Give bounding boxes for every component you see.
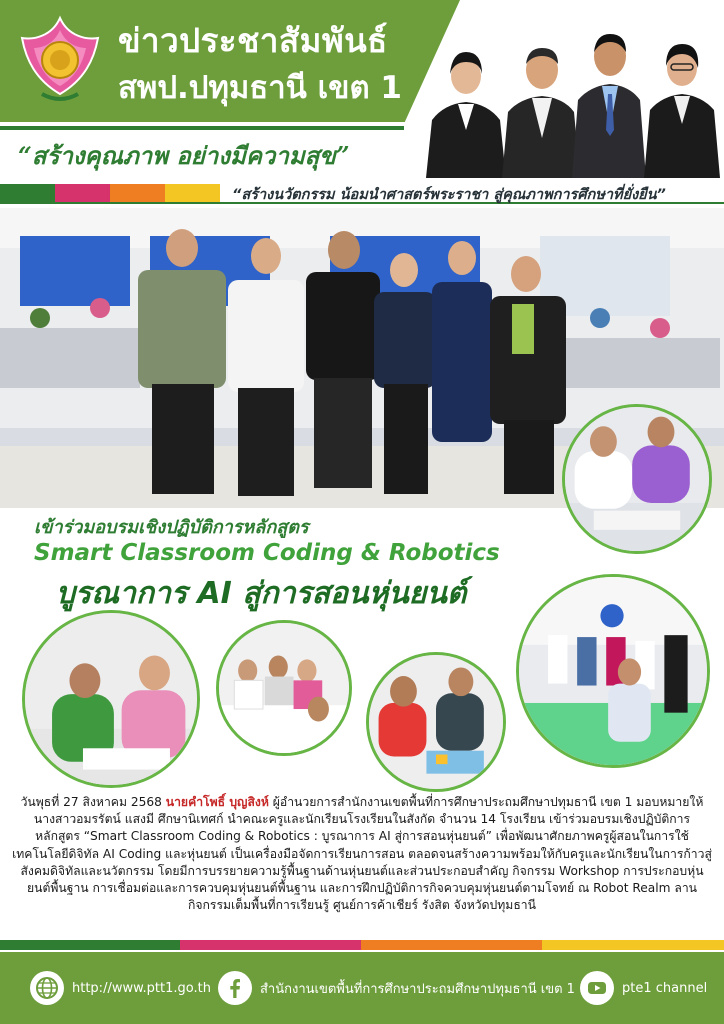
header-subtitle: สพป.ปทุมธานี เขต 1 bbox=[118, 70, 402, 106]
headline-line2: Smart Classroom Coding & Robotics bbox=[34, 540, 500, 566]
executives-photo bbox=[424, 8, 724, 178]
footer-facebook[interactable] bbox=[218, 952, 575, 1024]
header-title: ข่าวประชาสัมพันธ์ bbox=[118, 21, 388, 60]
motto: “สร้างนวัตกรรม น้อมนำศาสตร์พระราชา สู่คุณภาพการศึกษาที่ยั่งยืน” bbox=[232, 187, 666, 203]
photo-circle-group-table bbox=[216, 620, 352, 756]
article-text: ผู้อำนวยการสำนักงานเขตพื้นที่การศึกษาประถมศึกษาปทุมธานี เขต 1 มอบหมายให้ นางสาวอมรรัตน์ แสงมี ศึกษานิเทศก์ นำคณะครูและนักเรียนโรงเรียนในสังกัด จำนวน 14 โรงเรียน เข้าร่วมอบรมเชิงปฏิบัติการหลักสูตร “Smart Classroom Coding & Robotics : บูรณาการ AI สู่การสอนหุ่นยนต์” เพื่อพัฒนาศักยภาพครูผู้สอนในการใช้เทคโนโลยีดิจิทัล AI Coding และหุ่นยนต์ เป็นเครื่องมือจัดการเรียนการสอน ตลอดจนสร้างความพร้อมให้กับครูและนักเรียนในการก้าวสู่สังคมดิจิทัลและนวัตกรรม โดยมีการบรรยายความรู้พื้นฐานด้านหุ่นยนต์และส่วนประกอบสำคัญ กิจกรรม Workshop การประกอบหุ่นยนต์พื้นฐาน การเชื่อมต่อและการควบคุมหุ่นยนต์พื้นฐาน และการฝึกปฏิบัติการกิจควบคุมหุ่นยนต์ตามโจทย์ ณ Robot Realm ลานกิจกรรมเต็มพื้นที่การเรียนรู้ ศูนย์การค้าเชียร์ รังสิต จังหวัดปทุมธานี bbox=[12, 795, 712, 913]
header-divider bbox=[0, 126, 404, 130]
footer-bar-orange bbox=[361, 940, 542, 950]
footer-color-bar bbox=[0, 940, 724, 950]
photo-circle-robot-arena bbox=[516, 574, 710, 768]
photo-circle-teacher-student bbox=[22, 610, 200, 788]
footer bbox=[0, 952, 724, 1024]
footer-website-label: http://www.ptt1.go.th bbox=[72, 980, 211, 996]
footer-website[interactable] bbox=[30, 952, 211, 1024]
photo-circle-students-robot bbox=[562, 404, 712, 554]
color-bar-green bbox=[0, 184, 55, 202]
globe-icon bbox=[30, 971, 64, 1005]
obec-emblem-icon bbox=[12, 10, 108, 106]
footer-youtube[interactable] bbox=[580, 952, 707, 1024]
headline-line3: บูรณาการ AI สู่การสอนหุ่นยนต์ bbox=[56, 576, 467, 611]
slogan: “สร้างคุณภาพ อย่างมีความสุข” bbox=[18, 141, 350, 170]
footer-bar-green bbox=[0, 940, 180, 950]
color-bar-orange bbox=[110, 184, 165, 202]
headline-line1: เข้าร่วมอบรมเชิงปฏิบัติการหลักสูตร bbox=[34, 517, 309, 538]
photo-circle-robot-building bbox=[366, 652, 506, 792]
youtube-icon bbox=[580, 971, 614, 1005]
color-bar bbox=[0, 184, 220, 202]
article-body bbox=[12, 794, 712, 914]
article-date: วันพุธที่ 27 สิงหาคม 2568 bbox=[20, 795, 166, 809]
facebook-icon bbox=[218, 971, 252, 1005]
color-bar-yellow bbox=[165, 184, 220, 202]
footer-youtube-label: pte1 channel bbox=[622, 980, 708, 996]
footer-bar-pink bbox=[180, 940, 361, 950]
footer-facebook-label: สำนักงานเขตพื้นที่การศึกษาประถมศึกษาปทุมธานี เขต 1 bbox=[260, 981, 575, 997]
article-person: นายคำโพธิ์ บุญสิงห์ bbox=[165, 795, 269, 809]
footer-bar-yellow bbox=[542, 940, 724, 950]
color-bar-pink bbox=[55, 184, 110, 202]
